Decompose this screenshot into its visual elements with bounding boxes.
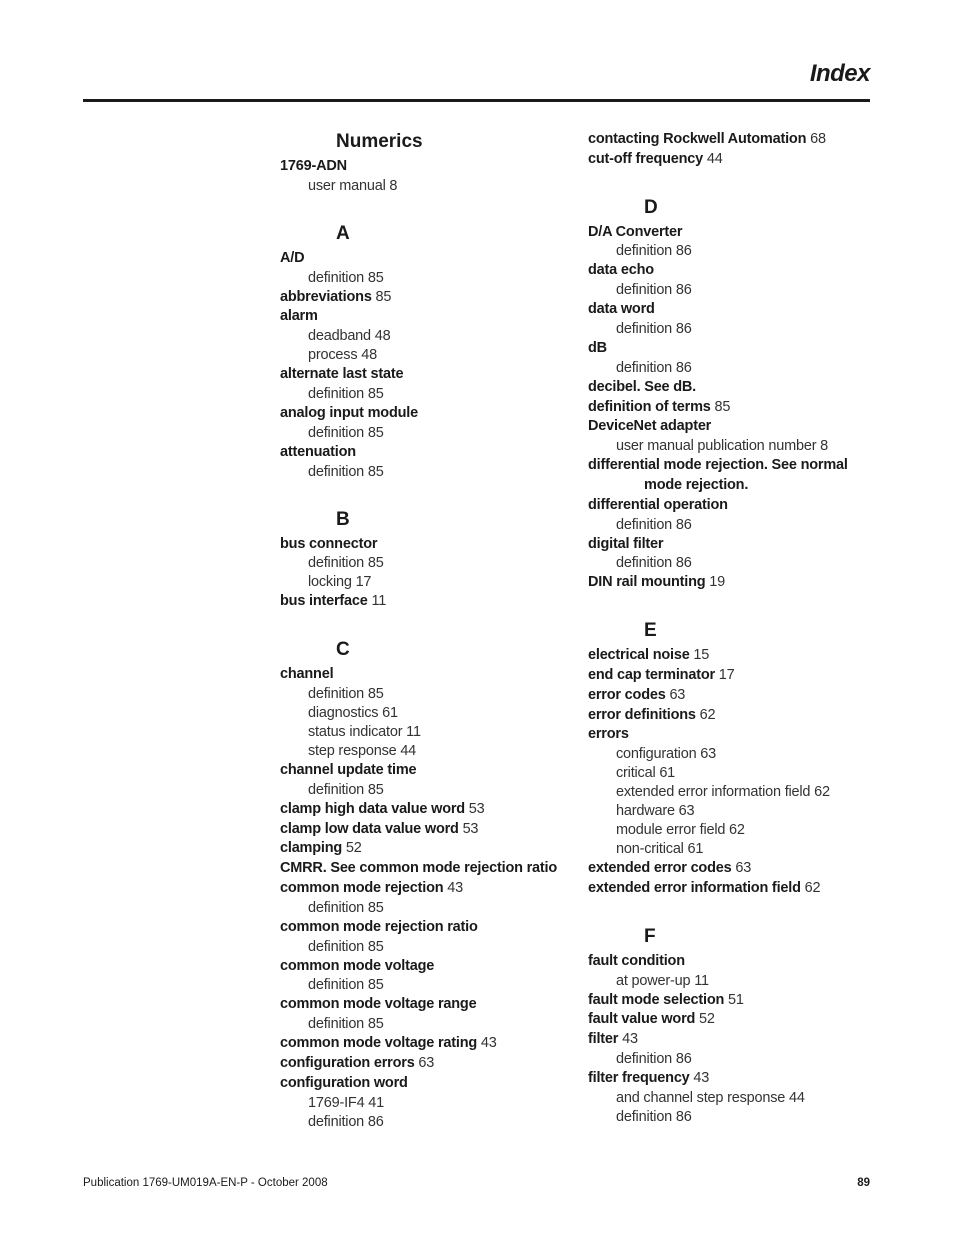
- index-subentry: definition 85: [308, 938, 384, 955]
- term-name: analog input module: [280, 404, 418, 421]
- index-column-right: [588, 130, 878, 1127]
- index-term: [588, 535, 878, 555]
- index-term: [280, 1054, 570, 1074]
- index-term: [280, 859, 570, 879]
- index-section: [588, 196, 878, 594]
- term-page-number: 85: [375, 288, 392, 305]
- index-section: [588, 130, 878, 170]
- term-name: digital filter: [588, 535, 664, 552]
- index-subentry: process 48: [308, 347, 377, 364]
- index-term: [280, 404, 570, 424]
- index-term: [588, 417, 878, 437]
- index-term: [280, 443, 570, 463]
- index-term: [280, 1034, 570, 1054]
- term-name: filter frequency: [588, 1069, 690, 1086]
- index-term: [280, 820, 570, 840]
- index-subentry: deadband 48: [308, 328, 391, 345]
- term-name: data echo: [588, 262, 654, 279]
- term-page-number: 63: [418, 1054, 435, 1071]
- index-term: [280, 249, 570, 269]
- index-subentry: definition 85: [308, 555, 384, 572]
- index-subentry: definition 86: [616, 516, 692, 533]
- index-subentry: critical 61: [616, 765, 676, 782]
- term-page-number: 43: [480, 1035, 497, 1052]
- index-term: [588, 1069, 878, 1089]
- index-term: [588, 456, 878, 476]
- index-term: [588, 150, 878, 170]
- term-name: bus connector: [280, 535, 378, 552]
- index-term: [588, 398, 878, 418]
- section-letter-heading: C: [336, 639, 350, 661]
- index-term: [588, 339, 878, 359]
- term-page-number: 52: [699, 1011, 715, 1028]
- index-term: [280, 918, 570, 938]
- term-page-number: 53: [462, 820, 479, 837]
- term-name: clamping: [280, 840, 343, 857]
- term-name: configuration errors: [280, 1054, 415, 1071]
- term-name: common mode rejection: [280, 879, 444, 896]
- index-subentry: definition 85: [308, 269, 384, 286]
- index-subentry: locking 17: [308, 574, 372, 591]
- term-name: common mode rejection ratio: [280, 918, 478, 935]
- index-term: [588, 686, 878, 706]
- term-page-number: 17: [718, 666, 735, 683]
- index-term: [280, 761, 570, 781]
- term-name: 1769-ADN: [280, 158, 347, 174]
- term-name: fault mode selection: [588, 991, 725, 1008]
- term-name: fault value word: [588, 1011, 696, 1028]
- term-name: configuration word: [280, 1074, 408, 1091]
- index-term: [588, 300, 878, 320]
- term-name: alternate last state: [280, 366, 404, 383]
- term-page-number: 43: [622, 1031, 638, 1048]
- section-letter-heading: B: [336, 508, 350, 530]
- index-subentry: status indicator 11: [308, 723, 421, 740]
- index-term: [588, 1030, 878, 1050]
- index-subentry: definition 85: [308, 685, 384, 702]
- index-term: [280, 1074, 570, 1094]
- term-name: DeviceNet adapter: [588, 418, 712, 435]
- index-subentry: diagnostics 61: [308, 704, 398, 721]
- index-term: [588, 859, 878, 879]
- index-term: [588, 261, 878, 281]
- index-term: [280, 307, 570, 327]
- term-page-number: 62: [804, 879, 821, 896]
- index-term: [588, 646, 878, 666]
- term-name: common mode voltage rating: [280, 1035, 478, 1052]
- term-name: CMRR. See common mode rejection ratio: [280, 860, 558, 877]
- term-page-number: 68: [810, 131, 826, 147]
- term-name: electrical noise: [588, 647, 690, 664]
- term-name: common mode voltage: [280, 957, 435, 974]
- footer-publication: Publication 1769-UM019A-EN-P - October 2008: [83, 1177, 328, 1189]
- footer-page-number: 89: [857, 1177, 870, 1189]
- term-name: channel: [280, 666, 334, 683]
- index-subentry: definition 86: [308, 1113, 384, 1130]
- section-letter-heading: A: [336, 222, 350, 244]
- term-page-number: 85: [714, 398, 731, 415]
- term-page-number: 43: [693, 1069, 710, 1086]
- index-section: [280, 638, 570, 1131]
- index-term: [280, 535, 570, 555]
- term-name: definition of terms: [588, 398, 711, 415]
- index-section: [280, 222, 570, 482]
- index-subentry: definition 86: [616, 359, 692, 376]
- index-term: [588, 879, 878, 899]
- term-name: filter: [588, 1031, 619, 1048]
- term-name: contacting Rockwell Automation: [588, 131, 807, 147]
- term-page-number: 62: [699, 706, 716, 723]
- term-name: decibel. See dB.: [588, 378, 697, 395]
- term-name-continued: mode rejection.: [644, 476, 749, 493]
- index-term: [280, 288, 570, 308]
- index-term: [588, 952, 878, 972]
- term-name: alarm: [280, 308, 318, 325]
- index-subentry: user manual publication number 8: [616, 438, 829, 455]
- index-subentry: definition 86: [616, 555, 692, 572]
- term-name: errors: [588, 726, 629, 743]
- term-name: channel update time: [280, 761, 417, 778]
- term-name: attenuation: [280, 443, 356, 460]
- term-page-number: 19: [709, 574, 726, 591]
- term-name: clamp high data value word: [280, 800, 465, 817]
- index-subentry: definition 86: [616, 1108, 692, 1125]
- term-name: end cap terminator: [588, 666, 715, 683]
- index-subentry: at power-up 11: [616, 972, 709, 989]
- term-name: extended error information field: [588, 879, 801, 896]
- index-subentry: definition 85: [308, 781, 384, 798]
- header-rule: [83, 99, 870, 102]
- index-term: [280, 365, 570, 385]
- index-subentry: module error field 62: [616, 822, 745, 839]
- index-term: [280, 592, 570, 612]
- index-subentry: definition 86: [616, 1050, 692, 1067]
- index-subentry: definition 85: [308, 1016, 384, 1033]
- index-term: [280, 879, 570, 899]
- index-subentry: definition 86: [616, 320, 692, 337]
- term-name: abbreviations: [280, 288, 372, 305]
- term-name: bus interface: [280, 593, 368, 610]
- index-subentry: configuration 63: [616, 746, 716, 763]
- term-name: differential operation: [588, 496, 728, 513]
- term-name: error definitions: [588, 706, 696, 723]
- index-subentry: definition 85: [308, 463, 384, 480]
- index-subentry: and channel step response 44: [616, 1089, 805, 1106]
- index-subentry: definition 85: [308, 385, 384, 402]
- page-title: Index: [809, 60, 870, 87]
- index-subentry: user manual 8: [308, 177, 398, 194]
- index-subentry: extended error information field 62: [616, 784, 830, 801]
- term-page-number: 63: [669, 686, 686, 703]
- term-name: clamp low data value word: [280, 820, 459, 837]
- index-term: [588, 496, 878, 516]
- term-name: extended error codes: [588, 860, 732, 877]
- index-subentry: non-critical 61: [616, 841, 704, 858]
- index-term: [280, 665, 570, 685]
- index-term: [588, 223, 878, 243]
- index-term: [280, 957, 570, 977]
- term-name: dB: [588, 339, 607, 356]
- term-page-number: 52: [345, 840, 362, 857]
- index-term: [280, 995, 570, 1015]
- term-name: fault condition: [588, 952, 685, 969]
- section-letter-heading: E: [644, 620, 657, 642]
- index-subentry: definition 85: [308, 899, 384, 916]
- index-subentry: definition 85: [308, 977, 384, 994]
- term-page-number: 63: [735, 860, 752, 877]
- term-page-number: 15: [693, 647, 710, 664]
- index-term: [588, 706, 878, 726]
- section-letter-heading: F: [644, 925, 656, 947]
- term-page-number: 43: [447, 879, 463, 896]
- index-term: [588, 378, 878, 398]
- index-term: [280, 800, 570, 820]
- term-page-number: 51: [728, 991, 744, 1008]
- index-subentry: 1769-IF4 41: [308, 1094, 384, 1111]
- index-term: [588, 991, 878, 1011]
- section-letter-heading: D: [644, 196, 658, 218]
- term-name: differential mode rejection. See normal: [588, 457, 848, 474]
- index-subentry: definition 86: [616, 243, 692, 260]
- section-letter-heading: Numerics: [336, 131, 423, 152]
- index-subentry: hardware 63: [616, 803, 695, 820]
- term-page-number: 11: [371, 593, 387, 610]
- term-page-number: 44: [706, 150, 723, 167]
- term-name: data word: [588, 301, 655, 318]
- term-page-number: 53: [468, 800, 485, 817]
- term-name: cut-off frequency: [588, 150, 704, 167]
- index-section: [280, 130, 570, 196]
- index-subentry: definition 86: [616, 282, 692, 299]
- index-subentry: step response 44: [308, 742, 417, 759]
- term-name: common mode voltage range: [280, 996, 477, 1013]
- index-term: [588, 573, 878, 593]
- index-term: [588, 725, 878, 745]
- index-column-left: [280, 130, 570, 1132]
- term-name: DIN rail mounting: [588, 574, 706, 591]
- term-name: D/A Converter: [588, 223, 683, 240]
- index-section: [280, 508, 570, 613]
- index-term: [588, 666, 878, 686]
- index-section: [588, 925, 878, 1127]
- index-section: [588, 619, 878, 899]
- index-term: [280, 839, 570, 859]
- term-name: error codes: [588, 686, 666, 703]
- index-subentry: definition 85: [308, 424, 384, 441]
- index-term: [588, 1010, 878, 1030]
- index-term: [280, 157, 570, 177]
- term-name: A/D: [280, 249, 305, 266]
- index-term: [588, 130, 878, 150]
